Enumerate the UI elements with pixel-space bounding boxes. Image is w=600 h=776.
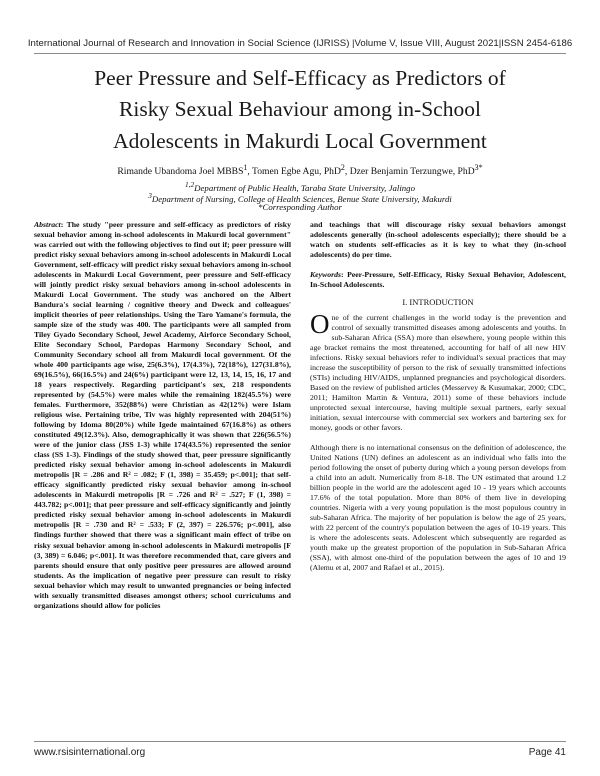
keywords-label: Keywords <box>310 270 341 280</box>
abstract <box>34 220 291 611</box>
paper-title <box>40 63 560 157</box>
author-name: Rimande Ubandoma Joel MBBS <box>117 166 244 178</box>
affiliation-superscript: 3 <box>148 191 152 200</box>
title-line: Adolescents in Makurdi Local Government <box>113 128 487 153</box>
author-name: , Dzer Benjamin Terzungwe, PhD <box>344 166 475 178</box>
journal-header: International Journal of Research and Innovation in Social Science (IJRISS) |Volume V, Issue VIII, August 2021|ISSN 2454-6186 <box>27 38 573 49</box>
abstract-continuation: and teachings that will discourage risky sexual behaviors amongst adolescents generally (in-school adolescents especially); there should be a watch on students self-efficacies as it is key to what they (in-school adolescents) do per time. <box>310 220 566 260</box>
abstract-label: Abstract <box>34 220 61 229</box>
title-line: Risky Sexual Behaviour among in-School <box>119 97 481 122</box>
abstract-text: : The study "peer pressure and self-efficacy as predictors of risky sexual behavior among in-school adolescents in Makurdi local government" was carried out with the following objectives to find out if; peer pressure will predict risky sexual behaviors among in-school adolescents in Makurdi Local Government, self-efficacy will predict risky sexual behaviors among in-school adolescents in Makurdi Local Government, peer pressure and Self-efficacy will jointly predict risky sexual behaviors among in-school adolescents in Makurdi Local Government. The study was anchored on the Albert Bandura's social learning / cognitive theory and Dweck and colleagues' implicit theories of peer relationships. Using the Taro Yamane's formula, the sample size of the study was 400. The participants were all sampled from Tiley Gyado Secondary School, Jewel Academy, Airforce Secondary School, Elite Secondary School, Pardopas Harmony Secondary School, and Community Secondary school all from Makurdi local government. Of the whole 400 participants age wise, 25(6.3%), 17(4.3%), 72(18%), 127(31.8%), 69(16.5%), 66(16.5%) and 24(6%) participant were 12, 13, 14, 15, 16, 17 and 18 years respectively. Regarding participant's sex, 218 respondents represented by (54.5%) were males while the remaining 182(45.5%) were females. Furthermore, 352(88%) were Christian as 42(12%) were Islam religious wise. Pertaining tribe, Tiv was highly represented with 204(51%) following by Idoma 80(20%) while Igede maintained 67(16.8%) as others constituted 49(12.3%). Also, demographically it was shown that 226(56.5%) were of the junior class (JSS 1-3) while 174(43.5%) represented the senior class (SS 1-3). Findings of the study showed that, peer pressure significantly predicted risky sexual behavior among in-school adolescents in Makurdi metropolis [R = .286 and R² = .082; F (1, 398) = 35.459; p<.001]; that self-efficacy significantly predicted risky sexual behavior among in-school adolescents in Makurdi metropolis [R = .726 and R² = .527; F (1, 398) = 443.782; p<.001]; that peer pressure and self-efficacy significantly and jointly predicted risky sexual behavior among in-school adolescents in Makurdi metropolis [R = .730 and R² = .533; F (2, 397) = 226.576; p<.001], also findings further showed that there was a significant main effect of tribe on risky sexual behavior among in-school adolescents in Makurdi metropolis [F (3, 389) = 6.046; p<.001]. It was therefore recommended that, care givers and parents should ensure that only positive peer pressures are allowed around students. As the implication of negative peer pressure can result to risky sexual behavior which may result to unwanted pregnancies or being infected with sexually transmitted diseases amongst others; school curriculums and organizations should allow for policies <box>34 220 291 610</box>
section-heading-introduction: I. INTRODUCTION <box>402 297 474 308</box>
header-rule <box>34 53 566 54</box>
intro-paragraph <box>310 309 566 433</box>
footer-page-number: Page 41 <box>528 747 566 758</box>
author-superscript: 2 <box>340 163 345 172</box>
intro-paragraph-text: ne of the current challenges in the world today is the prevention and control of sexually transmitted diseases among adolescents and youths. In sub-Saharan Africa (SSA) more than elsewhere, young people within this age bracket remains the most threatened, accounting for half of all new HIV infections. Risky sexual behaviors refer to individual's sexual practices that may increase the susceptibility of person to the risk of sexually transmitted infections (STIs) including HIV/AIDS, unplanned pregnancies and psychological disorders. Based on the review of published articles (Messervey & Kusumakar, 2000; CDC, 2011; Hamilton Martin & Ventura, 2011) some of these behaviors include unprotected sexual intercourse, having multiple sexual partners, early sexual initiation, sexual intercourse with commercial sex workers and bartering sex for money, goods or other favors. <box>310 313 566 433</box>
keywords <box>310 270 566 290</box>
affiliation-text: Department of Public Health, Taraba State University, Jalingo <box>194 182 415 193</box>
title-line: Peer Pressure and Self-Efficacy as Predictors of <box>94 66 506 90</box>
author-superscript: 1 <box>243 163 248 172</box>
author-superscript: 3* <box>474 163 483 172</box>
author-name: , Tomen Egbe Agu, PhD <box>247 166 341 178</box>
author-list <box>40 163 560 177</box>
intro-paragraph: Although there is no international consensus on the definition of adolescence, the United Nations (UN) defines an adolescent as an individual who falls into the period following the onset of puberty during which a young person develops from a child into an adult. Numerically from 8-18. The UN estimated that around 1.2 billion people in the world are the adolescent aged 10 - 19 years which accounts 17.6% of the total population. More than 80% of them live in developing countries. Nigeria with a very young population is the most populous country in sub-Saharan Africa. The majority of her population is below the age of 25 years, with 22 percent of the country's population between the ages of 10-19 years. This is where the adolescents seats. Adolescent which subsequently are regarded as youth make up the greatest proportion of the population in Sub-Saharan Africa (SSA), with almost one-third of the population between the ages of 10 and 19 (Alemu et al, 2007 and Rafael et al., 2015). <box>310 443 566 573</box>
footer-rule <box>34 741 566 742</box>
affiliation-superscript: 1,2 <box>185 180 195 189</box>
left-column <box>34 220 291 611</box>
footer-website: www.rsisinternational.org <box>34 747 146 758</box>
affiliation-text: Department of Nursing, College of Health Sciences, Benue State University, Makurdi <box>151 193 452 204</box>
corresponding-author-note: *Corresponding Author <box>258 202 342 212</box>
drop-cap: O <box>310 309 330 340</box>
keywords-text: : Peer-Pressure, Self-Efficacy, Risky Sexual Behavior, Adolescent, In-School Adolescents. <box>310 270 566 290</box>
right-column <box>310 220 566 574</box>
